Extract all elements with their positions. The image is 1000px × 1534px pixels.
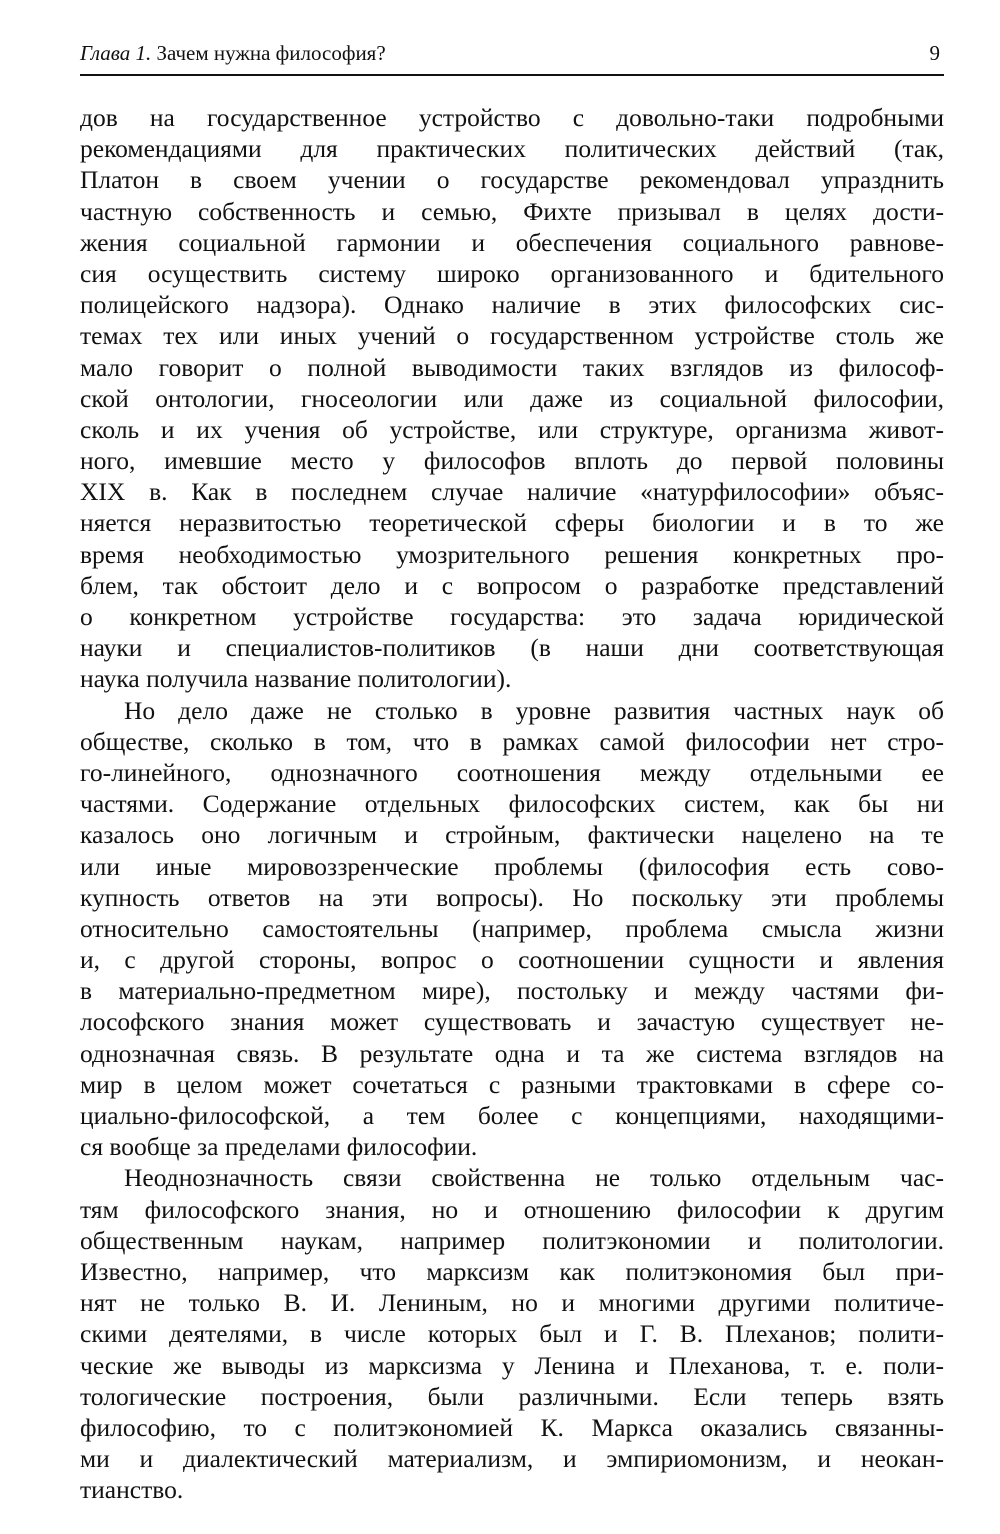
text-line: Но дело даже не столько в уровне развития частных наук об: [124, 695, 944, 725]
text-line: Неоднозначность связи свойственна не только отдельным час-: [124, 1163, 944, 1193]
text-line: философию, то с политэкономией К. Маркса оказались связанны-: [80, 1412, 944, 1442]
body-text: [80, 102, 944, 1505]
chapter-heading: [80, 38, 386, 68]
text-line: Платон в своем учении о государстве рекомендовал упразднить: [80, 165, 944, 195]
text-line: темах тех или иных учений о государственном устройстве столь же: [80, 321, 944, 351]
text-line: науки и специалистов-политиков (в наши дни соответствующая: [80, 633, 944, 663]
text-line: дов на государственное устройство с довольно-таки подробными: [80, 103, 944, 132]
chapter-label: Глава 1.: [80, 41, 152, 65]
text-line: частную собственность и семью, Фихте призывал в целях дости-: [80, 196, 944, 226]
running-header: [80, 38, 942, 72]
text-line: жения социальной гармонии и обеспечения социального равнове-: [80, 227, 944, 257]
text-line: в материально-предметном мире), постольку и между частями фи-: [80, 976, 944, 1006]
text-line: казалось оно логичным и стройным, фактически нацелено на те: [80, 820, 944, 850]
text-line: ся вообще за пределами философии.: [80, 1132, 478, 1162]
text-line: ного, имевшие место у философов вплоть до первой половины: [80, 446, 944, 476]
text-line: тологические построения, были различными. Если теперь взять: [80, 1381, 944, 1411]
text-line: время необходимостью умозрительного решения конкретных про-: [80, 539, 944, 569]
text-line: нят не только В. И. Лениным, но и многими другими политиче-: [80, 1288, 944, 1318]
text-line: или иные мировоззренческие проблемы (философия есть сово-: [80, 851, 944, 881]
text-line: тианство.: [80, 1475, 184, 1505]
text-line: ской онтологии, гносеологии или даже из социальной философии,: [80, 383, 944, 413]
text-line: XIX в. Как в последнем случае наличие «натурфилософии» объяс-: [80, 477, 944, 507]
paragraph: [80, 1162, 944, 1505]
text-line: купность ответов на эти вопросы). Но поскольку эти проблемы: [80, 882, 944, 912]
text-line: полицейского надзора). Однако наличие в этих философских сис-: [80, 290, 944, 320]
text-line: няется неразвитостью теоретической сферы биологии и в то же: [80, 508, 944, 538]
text-line: Известно, например, что марксизм как политэкономия был при-: [80, 1256, 944, 1286]
text-line: мало говорит о полной выводимости таких взглядов из философ-: [80, 352, 944, 382]
text-line: и, с другой стороны, вопрос о соотношении сущности и явления: [80, 945, 944, 975]
paragraph: [80, 102, 944, 695]
text-line: го-линейного, однозначного соотношения между отдельными ее: [80, 757, 944, 787]
text-line: рекомендациями для практических политических действий (так,: [80, 134, 944, 164]
text-line: сколь и их учения об устройстве, или структуре, организма живот-: [80, 414, 944, 444]
header-rule: [80, 74, 944, 76]
text-line: относительно самостоятельны (например, проблема смысла жизни: [80, 913, 944, 943]
text-line: тям философского знания, но и отношению философии к другим: [80, 1194, 944, 1224]
text-line: лософского знания может существовать и зачастую существует не-: [80, 1007, 944, 1037]
text-line: частями. Содержание отдельных философских систем, как бы ни: [80, 789, 944, 819]
text-line: сия осуществить систему широко организованного и бдительного: [80, 258, 944, 288]
text-line: наука получила название политологии).: [80, 664, 512, 694]
text-line: ми и диалектический материализм, и эмпириомонизм, и неокан-: [80, 1444, 944, 1474]
text-line: однозначная связь. В результате одна и та же система взглядов на: [80, 1038, 944, 1068]
text-line: о конкретном устройстве государства: это задача юридической: [80, 602, 944, 631]
text-line: циально-философской, а тем более с концепциями, находящими-: [80, 1101, 944, 1130]
text-line: общественным наукам, например политэкономии и политологии.: [80, 1225, 944, 1255]
text-line: мир в целом может сочетаться с разными трактовками в сфере со-: [80, 1069, 944, 1099]
paragraph: [80, 695, 944, 1163]
text-line: ческие же выводы из марксизма у Ленина и Плеханова, т. е. поли-: [80, 1350, 944, 1380]
text-line: блем, так обстоит дело и с вопросом о разработке представлений: [80, 570, 944, 600]
text-line: скими деятелями, в числе которых был и Г. В. Плеханов; полити-: [80, 1319, 944, 1349]
chapter-title: Зачем нужна философия?: [156, 41, 386, 65]
page-number: 9: [929, 41, 940, 65]
text-line: обществе, сколько в том, что в рамках самой философии нет стро-: [80, 726, 944, 756]
